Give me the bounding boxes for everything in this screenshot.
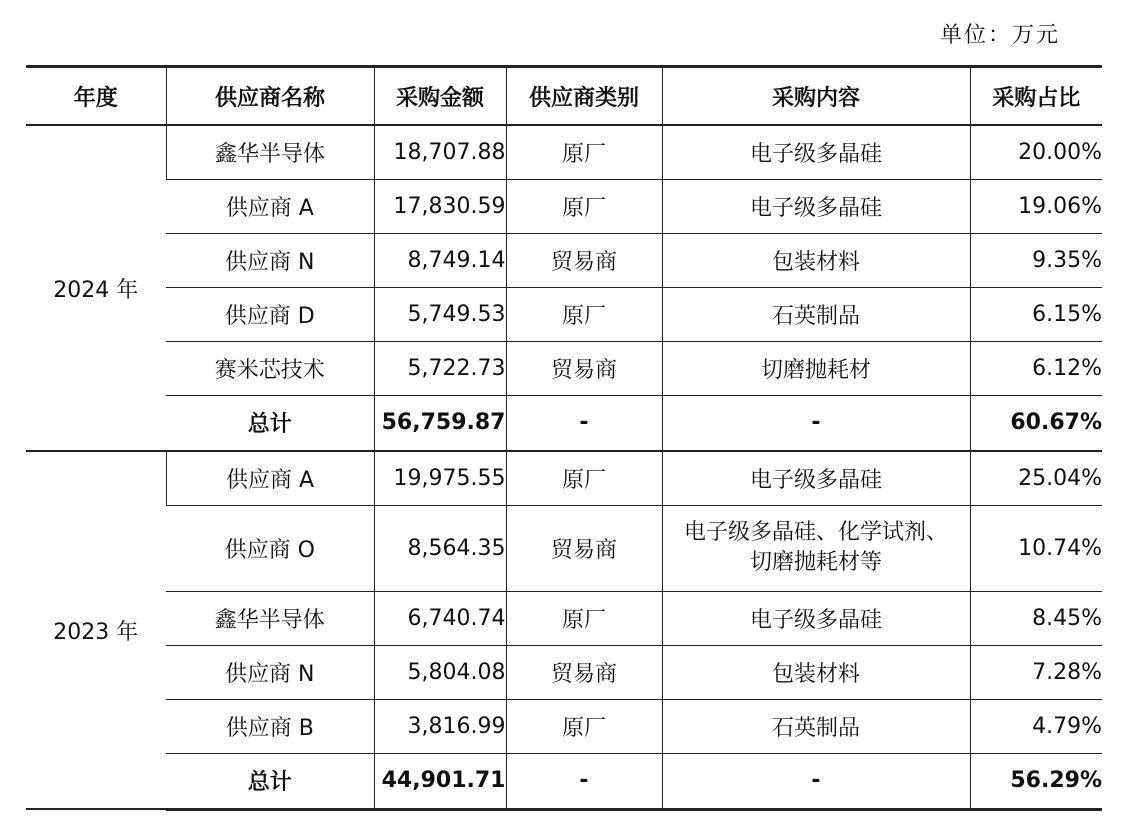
header-purchase-ratio: 采购占比 <box>970 67 1102 126</box>
supplier-name-cell: 鑫华半导体 <box>166 125 374 179</box>
table-row <box>26 125 1102 179</box>
type-cell: 原厂 <box>506 287 662 341</box>
table-row <box>26 699 1102 753</box>
content-line-2: 切磨抛耗材等 <box>749 550 882 575</box>
supplier-name-cell: 赛米芯技术 <box>166 341 374 395</box>
total-content-cell: - <box>662 753 970 809</box>
ratio-cell: 19.06% <box>970 179 1102 233</box>
type-cell: 原厂 <box>506 179 662 233</box>
amount-cell: 19,975.55 <box>374 451 506 505</box>
table-row <box>26 451 1102 505</box>
amount-cell: 5,749.53 <box>374 287 506 341</box>
table-row <box>26 341 1102 395</box>
ratio-cell: 8.45% <box>970 591 1102 645</box>
amount-cell: 5,804.08 <box>374 645 506 699</box>
type-cell: 贸易商 <box>506 233 662 287</box>
total-type-cell: - <box>506 395 662 451</box>
type-cell: 原厂 <box>506 591 662 645</box>
amount-cell: 3,816.99 <box>374 699 506 753</box>
header-supplier-type: 供应商类别 <box>506 67 662 126</box>
content-cell: 切磨抛耗材 <box>662 341 970 395</box>
total-ratio-cell: 56.29% <box>970 753 1102 809</box>
type-cell: 原厂 <box>506 125 662 179</box>
ratio-cell: 6.15% <box>970 287 1102 341</box>
supplier-name-cell: 供应商 A <box>166 179 374 233</box>
total-row <box>26 753 1102 809</box>
supplier-name-cell: 鑫华半导体 <box>166 591 374 645</box>
type-cell: 贸易商 <box>506 645 662 699</box>
ratio-cell: 10.74% <box>970 505 1102 591</box>
content-line-1: 电子级多晶硅、化学试剂、 <box>683 520 948 545</box>
table-row <box>26 591 1102 645</box>
total-amount-cell: 44,901.71 <box>374 753 506 809</box>
supplier-name-cell: 供应商 N <box>166 233 374 287</box>
ratio-cell: 4.79% <box>970 699 1102 753</box>
content-cell: 电子级多晶硅 <box>662 125 970 179</box>
type-cell: 原厂 <box>506 451 662 505</box>
total-amount-cell: 56,759.87 <box>374 395 506 451</box>
supplier-name-cell: 供应商 A <box>166 451 374 505</box>
amount-cell: 6,740.74 <box>374 591 506 645</box>
content-cell: 电子级多晶硅 <box>662 451 970 505</box>
ratio-cell: 20.00% <box>970 125 1102 179</box>
amount-cell: 17,830.59 <box>374 179 506 233</box>
total-label-cell: 总计 <box>166 395 374 451</box>
content-cell: 电子级多晶硅 <box>662 179 970 233</box>
amount-cell: 18,707.88 <box>374 125 506 179</box>
type-cell: 贸易商 <box>506 341 662 395</box>
table-row <box>26 287 1102 341</box>
header-supplier-name: 供应商名称 <box>166 67 374 126</box>
header-purchase-amount: 采购金额 <box>374 67 506 126</box>
amount-cell: 8,749.14 <box>374 233 506 287</box>
content-cell: 电子级多晶硅 <box>662 591 970 645</box>
table-row <box>26 645 1102 699</box>
type-cell: 原厂 <box>506 699 662 753</box>
ratio-cell: 25.04% <box>970 451 1102 505</box>
content-cell: 包装材料 <box>662 233 970 287</box>
amount-cell: 5,722.73 <box>374 341 506 395</box>
total-row <box>26 395 1102 451</box>
year-cell: 2023 年 <box>26 451 166 809</box>
header-purchase-content: 采购内容 <box>662 67 970 126</box>
ratio-cell: 6.12% <box>970 341 1102 395</box>
supplier-name-cell: 供应商 O <box>166 505 374 591</box>
supplier-name-cell: 供应商 D <box>166 287 374 341</box>
header-row <box>26 67 1102 126</box>
year-cell: 2024 年 <box>26 125 166 451</box>
unit-label: 单位：万元 <box>939 23 1060 48</box>
supplier-purchase-table <box>26 65 1102 811</box>
supplier-name-cell: 供应商 N <box>166 645 374 699</box>
total-content-cell: - <box>662 395 970 451</box>
total-type-cell: - <box>506 753 662 809</box>
supplier-name-cell: 供应商 B <box>166 699 374 753</box>
type-cell: 贸易商 <box>506 505 662 591</box>
ratio-cell: 7.28% <box>970 645 1102 699</box>
total-ratio-cell: 60.67% <box>970 395 1102 451</box>
content-cell: 石英制品 <box>662 699 970 753</box>
total-label-cell: 总计 <box>166 753 374 809</box>
content-cell: 包装材料 <box>662 645 970 699</box>
header-year: 年度 <box>26 67 166 126</box>
table-row <box>26 505 1102 591</box>
content-cell <box>662 505 970 591</box>
amount-cell: 8,564.35 <box>374 505 506 591</box>
table-row <box>26 233 1102 287</box>
table-row <box>26 179 1102 233</box>
ratio-cell: 9.35% <box>970 233 1102 287</box>
content-cell: 石英制品 <box>662 287 970 341</box>
